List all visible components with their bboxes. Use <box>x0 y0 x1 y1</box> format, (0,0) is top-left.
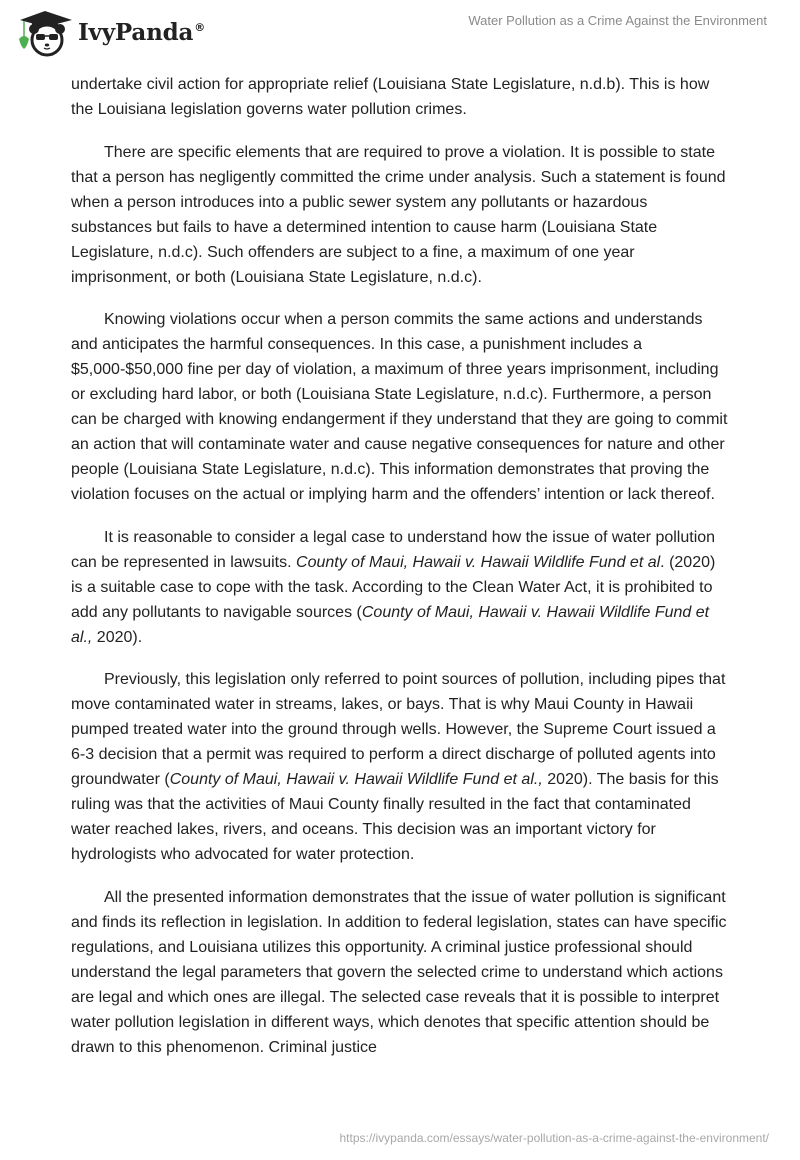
essay-paragraph <box>71 307 731 507</box>
essay-paragraph <box>71 525 731 650</box>
paragraph-text: Previously, this legislation only referred to point sources of pollution, including pipes that move contaminated water in streams, lakes, or bays. That is why Maui County in Hawaii pumped treated water into the ground through wells. However, the Supreme Court issued a 6-3 decision that a permit was required to perform a direct discharge of polluted agents into groundwater ( <box>71 671 726 788</box>
essay-paragraph <box>71 667 731 867</box>
source-url[interactable]: https://ivypanda.com/essays/water-pollution-as-a-crime-against-the-environment/ <box>339 1131 769 1145</box>
case-citation: County of Maui, Hawaii v. Hawaii Wildlife Fund et al., <box>169 771 543 788</box>
panda-graduate-icon <box>16 7 74 57</box>
case-citation: County of Maui, Hawaii v. Hawaii Wildlife Fund et al <box>296 553 661 571</box>
paragraph-text: All the presented information demonstrates that the issue of water pollution is significant and finds its reflection in legislation. In addition to federal legislation, states can have specific regulations, and Louisiana utilizes this opportunity. A criminal justice professional should understand the legal parameters that govern the selected crime to understand which actions are legal and which ones are illegal. The selected case reveals that it is possible to interpret water pollution legislation in different ways, which denotes that specific attention should be drawn to this phenomenon. Criminal justice <box>71 888 727 1056</box>
paragraph-text: There are specific elements that are required to prove a violation. It is possible to state that a person has negligently committed the crime under analysis. Such a statement is found when a person introduces into a public sewer system any pollutants or hazardous substances but fails to have a determined intention to cause harm (Louisiana State Legislature, n.d.c). Such offenders are subject to a fine, a maximum of one year imprisonment, or both (Louisiana State Legislature, n.d.c). <box>71 143 726 286</box>
case-citation: County of Maui, Hawaii v. Hawaii Wildlife Fund et al., <box>71 603 710 646</box>
essay-body <box>71 72 731 1077</box>
page-header <box>0 0 800 70</box>
document-title: Water Pollution as a Crime Against the Environment <box>468 13 767 28</box>
essay-paragraph <box>71 72 731 122</box>
paragraph-text: It is reasonable to consider a legal case to understand how the issue of water pollution can be represented in lawsuits. <box>71 528 716 571</box>
paragraph-text: 2020). The basis for this ruling was that the activities of Maui County finally resulted in the fact that contaminated water reached lakes, rivers, and oceans. This decision was an important victory for hydrologists who advocated for water protection. <box>71 771 719 863</box>
paragraph-text: 2020). <box>92 628 143 646</box>
brand-text: IvyPanda <box>78 18 194 46</box>
essay-paragraph <box>71 885 731 1060</box>
paragraph-text: Knowing violations occur when a person commits the same actions and understands and anticipates the harmful consequences. In this case, a punishment includes a $5,000-$50,000 fine per day of violation, a maximum of three years imprisonment, including or excluding hard labor, or both (Louisiana State Legislature, n.d.c). Furthermore, a person can be charged with knowing endangerment if they understand that they are going to commit an action that will contaminate water and cause negative consequences for nature and other people (Louisiana State Legislature, n.d.c). This information demonstrates that proving the violation focuses on the actual or implying harm and the offenders’ intention or lack thereof. <box>71 311 728 503</box>
paragraph-text: . (2020) is a suitable case to cope with the task. According to the Clean Water Act, it is prohibited to add any pollutants to navigable sources ( <box>71 553 716 621</box>
paragraph-text: undertake civil action for appropriate relief (Louisiana State Legislature, n.d.b). This is how the Louisiana legislation governs water pollution crimes. <box>71 76 710 118</box>
essay-paragraph <box>71 140 731 290</box>
brand-name <box>78 19 205 46</box>
ivypanda-logo[interactable] <box>16 7 205 57</box>
registered-mark: ® <box>194 20 205 34</box>
